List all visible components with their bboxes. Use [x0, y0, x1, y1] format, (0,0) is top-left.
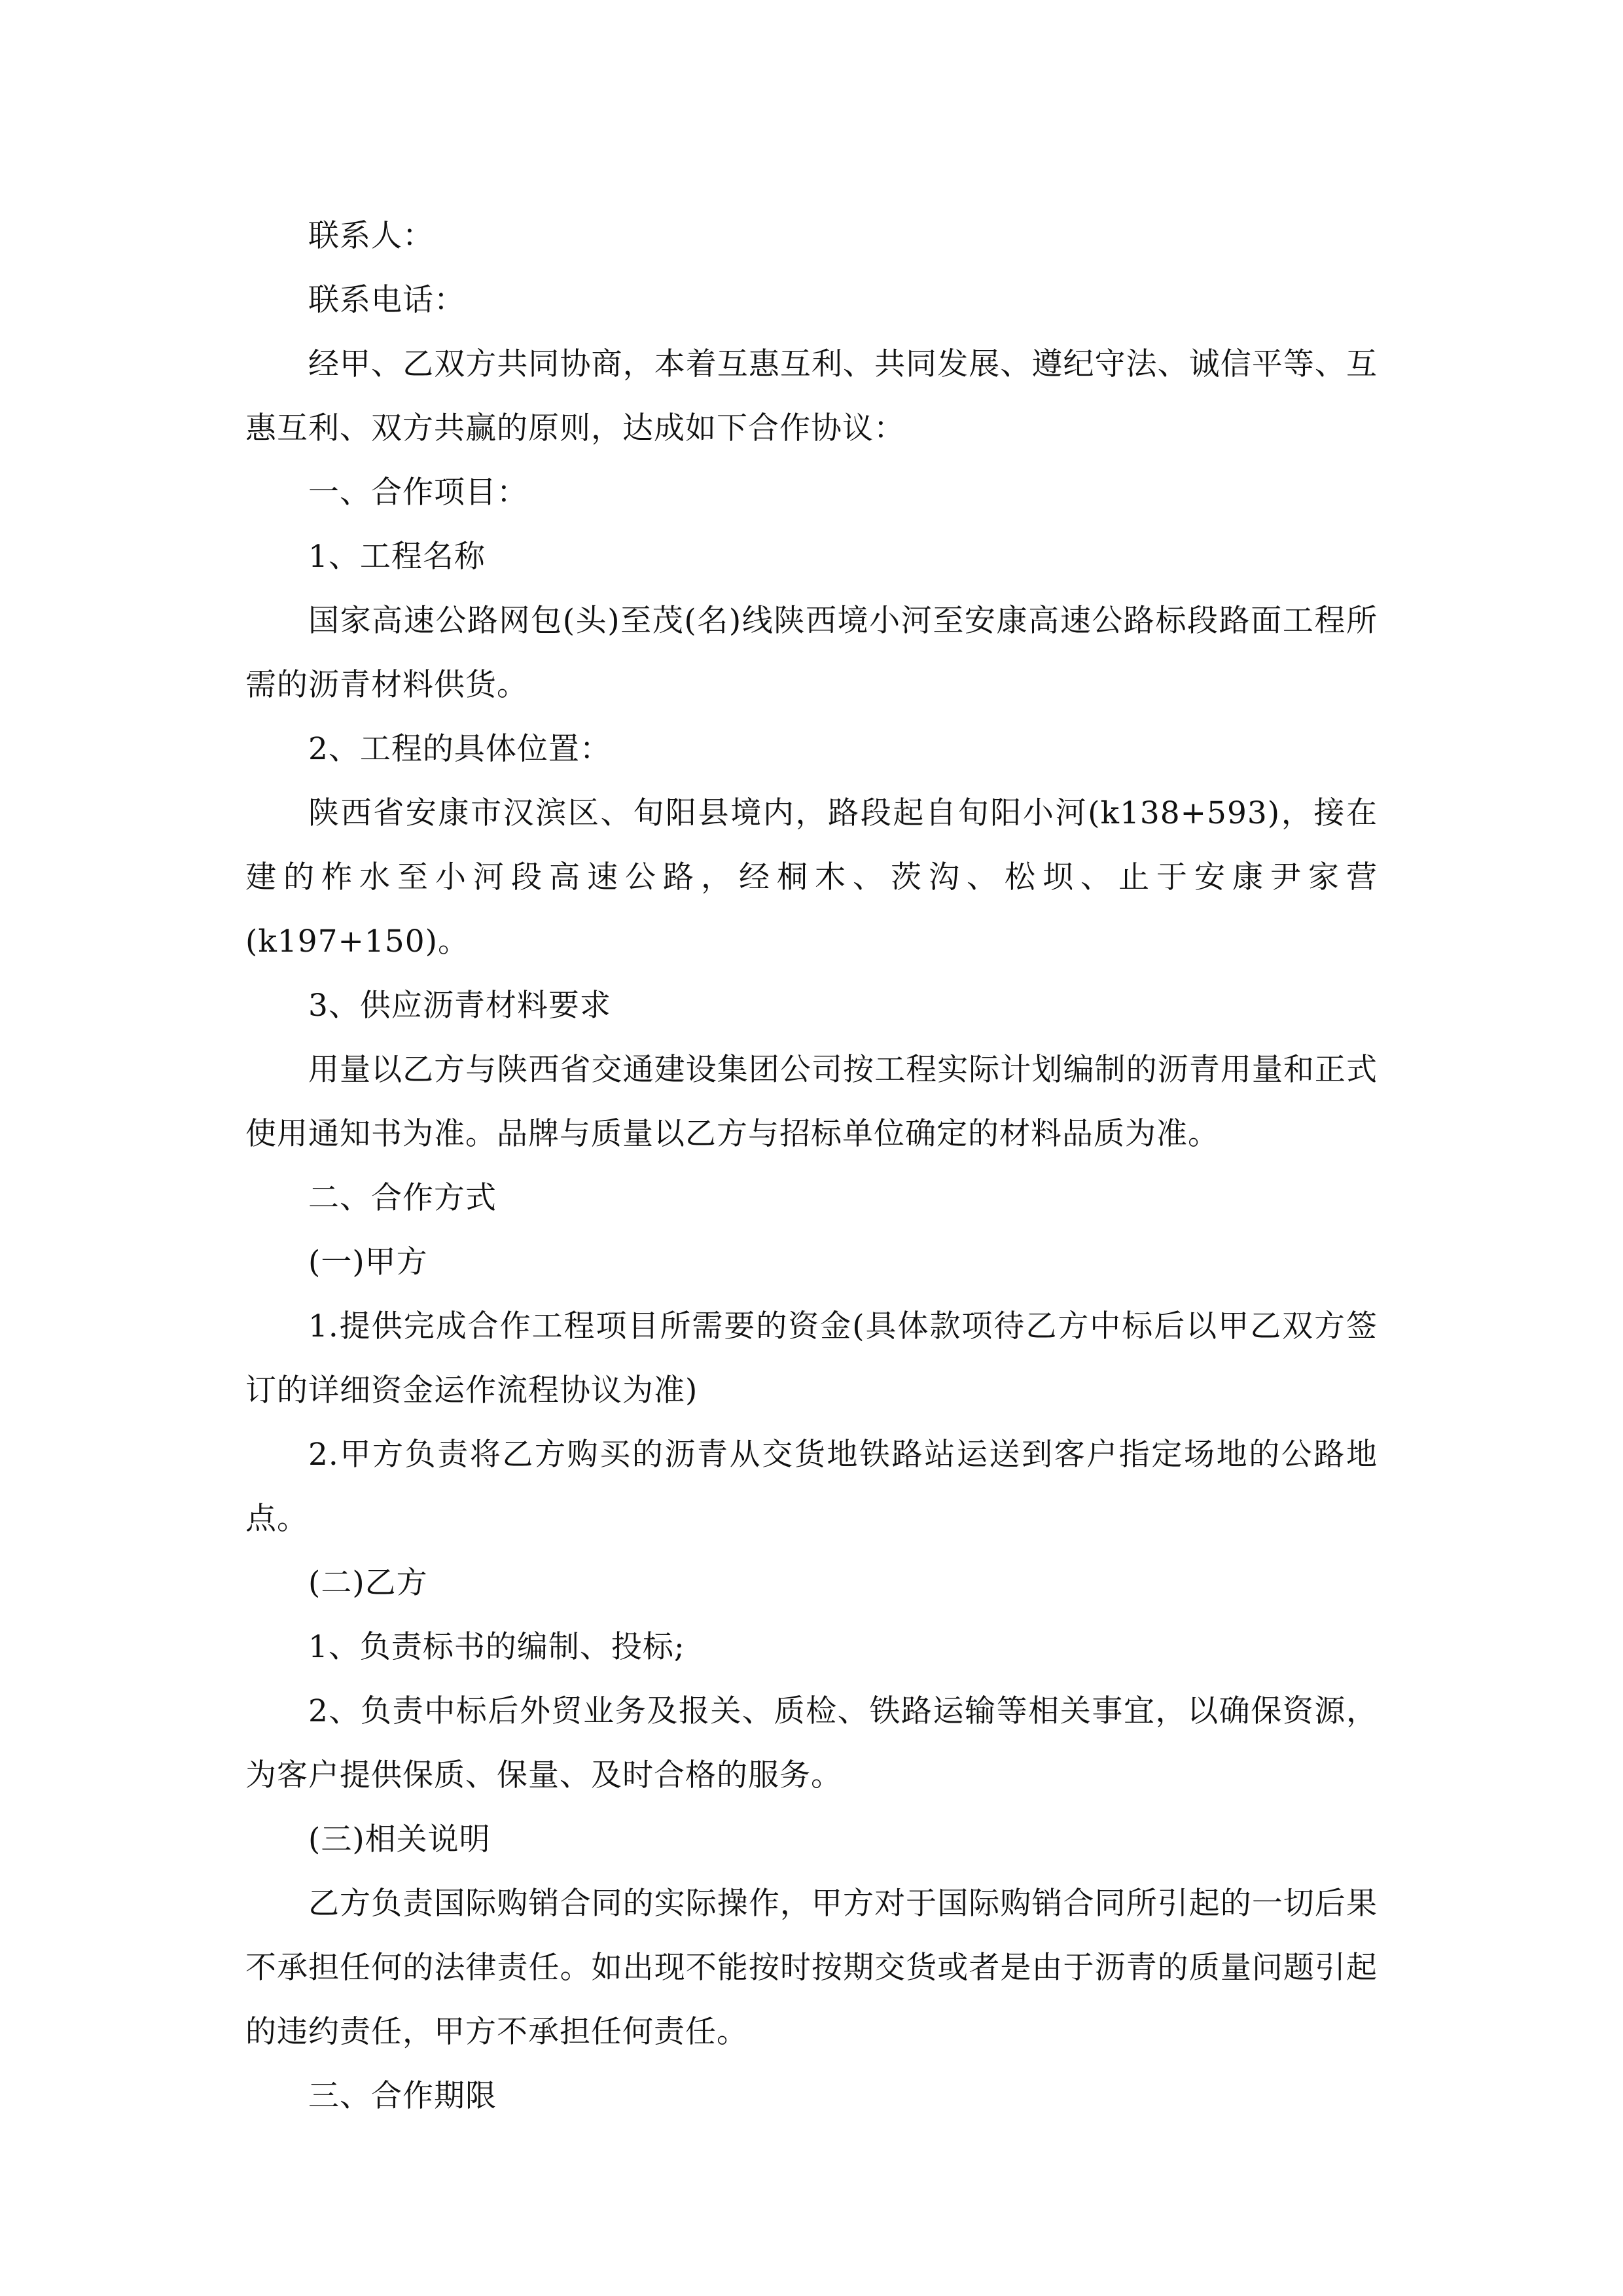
section-heading-cooperation-method: 二、合作方式 [308, 1180, 497, 1216]
subheading-material-requirements: 3、供应沥青材料要求 [308, 988, 611, 1024]
document-body [245, 204, 1378, 2128]
subheading-party-a: (一)甲方 [308, 1244, 428, 1280]
paragraph-project-name: 国家高速公路网包(头)至茂(名)线陕西境小河至安康高速公路标段路面工程所需的沥青材料供货。 [245, 603, 1378, 703]
paragraph-project-location: 陕西省安康市汉滨区、旬阳县境内，路段起自旬阳小河(k138+593)，接在建的柞水至小河段高速公路，经桐木、茨沟、松坝、止于安康尹家营(k197+150)。 [245, 795, 1378, 960]
preamble-paragraph: 经甲、乙双方共同协商，本着互惠互利、共同发展、遵纪守法、诚信平等、互惠互利、双方共赢的原则，达成如下合作协议： [245, 346, 1378, 446]
party-b-item-2: 2、负责中标后外贸业务及报关、质检、铁路运输等相关事宜，以确保资源，为客户提供保质、保量、及时合格的服务。 [245, 1693, 1378, 1793]
subheading-party-b: (二)乙方 [308, 1565, 428, 1601]
contact-phone-line: 联系电话： [308, 282, 465, 318]
party-b-item-1: 1、负责标书的编制、投标; [308, 1629, 685, 1665]
section-heading-cooperation-term: 三、合作期限 [308, 2078, 497, 2114]
section-heading-cooperation-project: 一、合作项目： [308, 475, 528, 511]
subheading-related-notes: (三)相关说明 [308, 1821, 491, 1857]
contact-person-line: 联系人： [308, 218, 434, 254]
paragraph-related-notes: 乙方负责国际购销合同的实际操作，甲方对于国际购销合同所引起的一切后果不承担任何的法律责任。如出现不能按时按期交货或者是由于沥青的质量问题引起的违约责任，甲方不承担任何责任。 [245, 1886, 1378, 2050]
paragraph-material-requirements: 用量以乙方与陕西省交通建设集团公司按工程实际计划编制的沥青用量和正式使用通知书为准。品牌与质量以乙方与招标单位确定的材料品质为准。 [245, 1052, 1378, 1152]
party-a-item-1: 1.提供完成合作工程项目所需要的资金(具体款项待乙方中标后以甲乙双方签订的详细资金运作流程协议为准) [245, 1308, 1378, 1408]
party-a-item-2: 2.甲方负责将乙方购买的沥青从交货地铁路站运送到客户指定场地的公路地点。 [245, 1437, 1378, 1537]
subheading-project-location: 2、工程的具体位置： [308, 731, 611, 767]
subheading-project-name: 1、工程名称 [308, 539, 486, 575]
